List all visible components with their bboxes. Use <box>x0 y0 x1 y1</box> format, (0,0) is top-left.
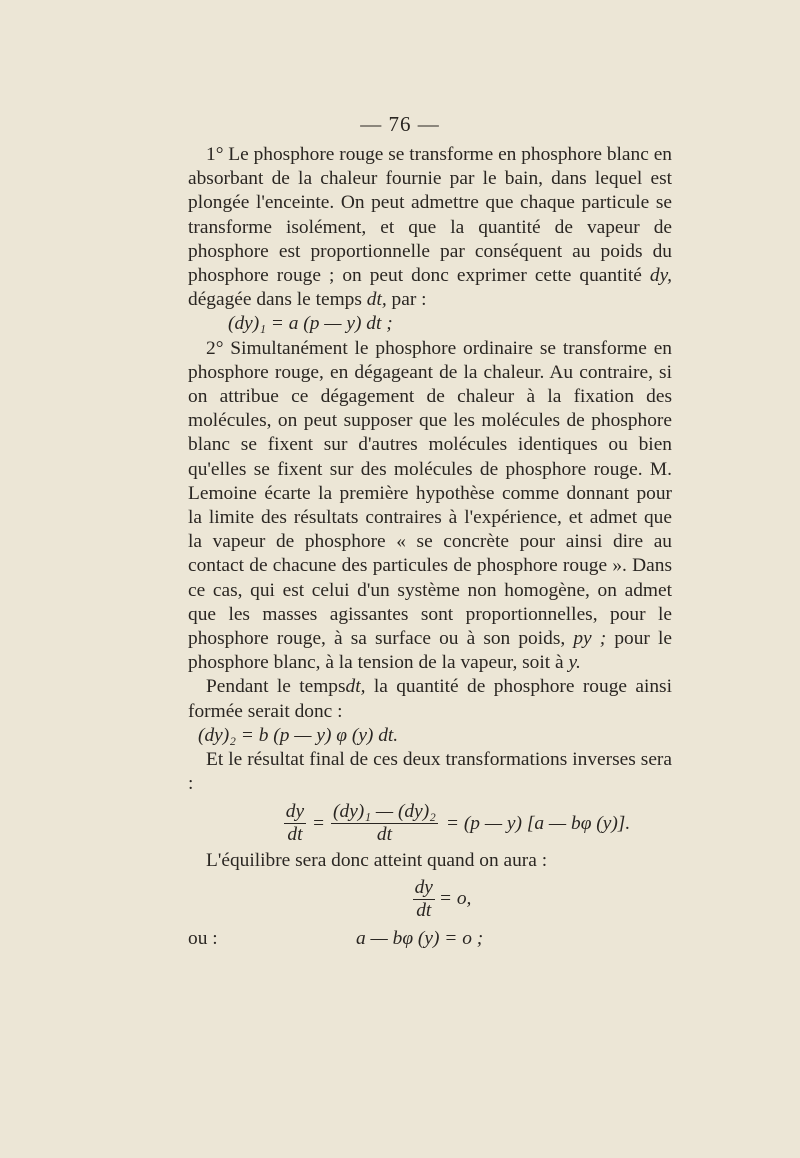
paragraph-5: L'équilibre sera donc atteint quand on aura : <box>206 850 548 872</box>
fraction-dy-dt: $\frac{dy}{dt}$ <box>285 801 305 846</box>
formula-1: (dy)₁ = a (p — y) dt ; <box>228 313 393 335</box>
formula-2: (dy)₂ = b (p — y) φ (y) dt. <box>198 724 399 746</box>
var-py: py ; <box>573 628 607 650</box>
paragraph-2: 2° Simultanément le phosphore ordinaire se transforme en phosphore rouge, en dégageant de la chaleur. Au contraire, si on attribue ce dégagement de chaleur à la fixation des molécules, on peut supposer que les molécules de phosphore blanc se fixent sur d'autres molécules identiques ou bien qu'elles se fixent sur des molécules de phosphore rouge. M. Lemoine écarte la première hypothèse comme donnant pour la limite des résultats contraires à l'expérience, et admet que la vapeur de phosphore « se concrète pour ainsi dire au contact de chacune des particules de phosphore rouge ». Dans ce cas, qui est celui d'un système non homogène, on admet que les masses agissantes sont proportionnelles, pour le phosphore rouge, à sa surface ou à son poids, py ; pour le phosphore blanc, à la tension de la vapeur, soit à y. <box>188 337 673 674</box>
var-dy: dy, <box>649 265 672 287</box>
fraction-difference: $\frac{\text{(dy)₁ — (dy)₂}}{dt}$ <box>333 801 436 846</box>
var-dt-2: dt, <box>345 676 366 698</box>
final-equation: a — bφ (y) = o ; <box>356 927 484 949</box>
body-text <box>188 143 672 955</box>
var-dt: dt, <box>366 289 387 311</box>
condition-rhs: = o, <box>438 888 472 910</box>
paragraph-1: 1° Le phosphore rouge se transforme en phosphore blanc en absorbant de la chaleur fournie par le bain, dans lequel est plongée l'enceinte. On peut admettre que chaque particule se transforme isolément, et que la quantité de vapeur de phosphore est proportionnelle par conséquent au poids du phosphore rouge ; on peut donc exprimer cette quantité dy, dégagée dans le temps dt, par : <box>188 144 672 311</box>
equation-rhs: = (p — y) [a — bφ (y)]. <box>445 812 631 834</box>
paragraph-3: Pendant le tempsdt, la quantité de phosphore rouge ainsi formée serait donc : <box>188 676 672 722</box>
page-number: — 76 — <box>360 112 440 136</box>
ou-label: ou : <box>188 927 218 949</box>
main-equation <box>188 802 672 845</box>
equals-sign: = <box>313 812 325 834</box>
fraction-dy-dt-2: $\frac{dy}{dt}$ <box>414 876 433 921</box>
final-equation-row <box>188 925 672 955</box>
equilibrium-condition <box>188 878 672 921</box>
paragraph-4: Et le résultat final de ces deux transformations inverses sera : <box>188 749 672 795</box>
var-y: y. <box>568 652 581 674</box>
